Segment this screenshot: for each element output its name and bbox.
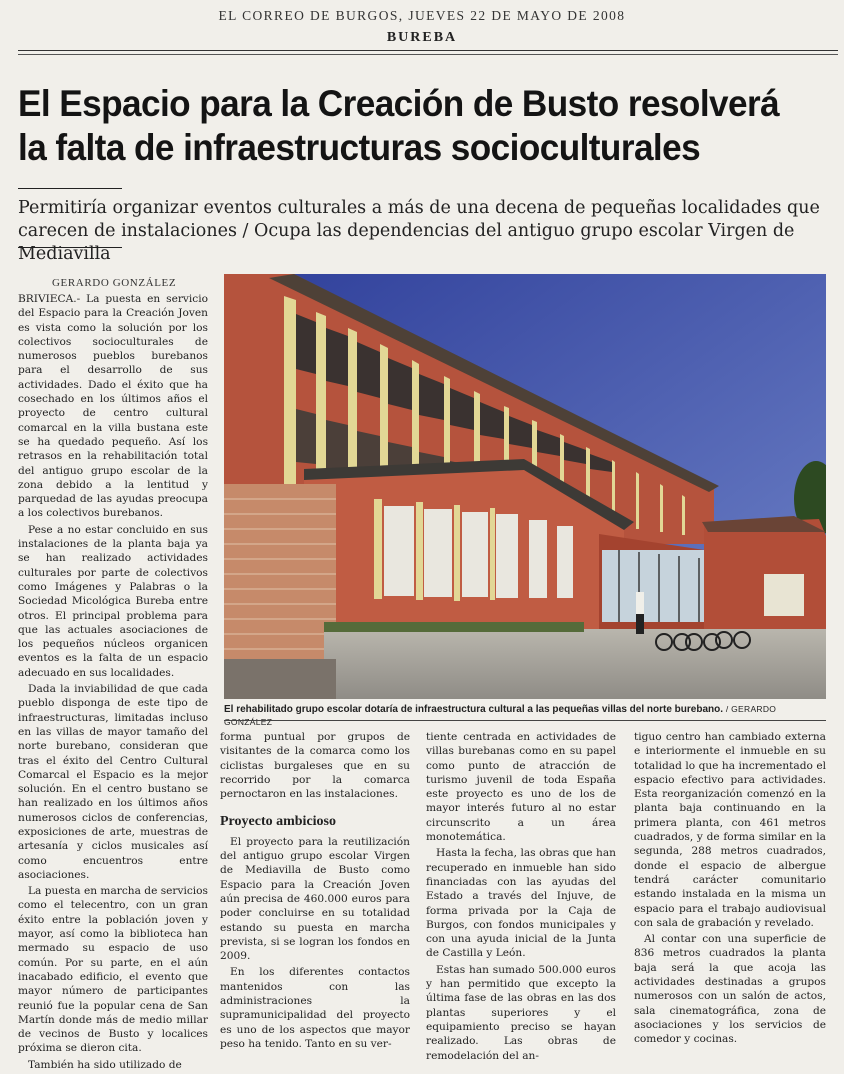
text-column-3 [426, 730, 616, 1065]
paragraph: Estas han sumado 500.000 euros y han permitido que excepto la última fase de las obras en las dos plantas superiores y el equipamiento preciso se hayan realizado. Las obras de remodelación del an- [426, 963, 616, 1062]
caption-rule [224, 720, 826, 721]
photo-credit: / GERARDO GONZÁLEZ [224, 704, 777, 727]
paragraph: tiente centrada en actividades de villas burebanas como en su papel como punto de atracción de turismo juvenil de toda España este proyecto es uno de los de mayor interés futuro al no estar circunscrito a un área monotemática. [426, 731, 616, 844]
paragraph: BRIVIECA.- La puesta en servicio del Espacio para la Creación Joven es vista como la solución por los colectivos socioculturales de numerosos pueblos burebanos para el desarrollo de sus actividades. Dado el éxito que ha cosechado en los últimos años el proyecto de centro cultural comarcal en la villa bustana este se ha quedado pequeño. Así los retrasos en la rehabilitación total del antiguo grupo escolar de la zona debido a la lentitud y parquedad de las ayudas preocupa a los colectivos burebanos. [18, 293, 208, 520]
deck-rule-bottom [18, 247, 122, 248]
header-rule [18, 50, 838, 51]
headline-line-1: El Espacio para la Creación de Busto resolverá [18, 83, 780, 124]
paragraph: Al contar con una superficie de 836 metros cuadrados la planta baja será la que acoja las actividades destinadas a grupos numerosos con un salón de actos, sala cinematográfica, zona de asociaciones y los servicios de comedor y cocinas. [634, 933, 826, 1046]
paragraph: El proyecto para la reutilización del antiguo grupo escolar Virgen de Mediavilla de Busto como Espacio para la Creación Joven aún precisa de 460.000 euros para poder concluirse en su totalidad estando su puesta en marcha prevista, si se logran los fondos en 2009. [220, 835, 410, 963]
headline-line-2: la falta de infraestructuras socioculturales [18, 127, 701, 168]
paragraph: En los diferentes contactos mantenidos con las administraciones la supramunicipalidad del proyecto es uno de los aspectos que mayor peso ha tenido. Tanto en su ver- [220, 966, 410, 1050]
caption-text: El rehabilitado grupo escolar dotaría de infraestructura cultural a las pequeñas villas del norte burebano. [224, 704, 724, 715]
paragraph: Pese a no estar concluido en sus instalaciones de la planta baja ya se han realizado actividades culturales por parte de colectivos como Imágenes y Palabras o la Sociedad Micológica Bureba entre otros. El principal problema para que las actuales asociaciones de los pequeños núcleos organicen eventos es la falta de un espacio adecuado en sus localidades. [18, 523, 208, 679]
paragraph: Dada la inviabilidad de que cada pueblo disponga de este tipo de infraestructuras, limitadas incluso en las villas de mayor tamaño del norte burebano, consideran que tras el éxito del Centro Cultural Comarcal el Espacio es la mejor solución. En el centro bustano se han realizado en los últimos años numerosos ciclos de conferencias, exposiciones de arte, muestras de artesanía y ciclos musicales así como encuentros entre asociaciones. [18, 683, 208, 881]
article-headline [18, 82, 797, 170]
text-column-2 [220, 730, 410, 1053]
paragraph: Hasta la fecha, las obras que han recuperado en inmueble han sido financiadas con las ayudas del Estado a través del Injuve, de forma privada por la Caja de Burgos, con fondos municipales y con una ayuda inicial de la Junta de Castilla y León. [426, 847, 616, 960]
text-column-1 [18, 292, 208, 1074]
photo-caption [224, 703, 826, 729]
article-byline: GERARDO GONZÁLEZ [52, 277, 177, 289]
header-rule-secondary [18, 54, 838, 55]
paragraph: También ha sido utilizado de [28, 1058, 182, 1071]
section-subhead: Proyecto ambicioso [220, 814, 336, 830]
school-building-photo [224, 274, 826, 699]
paragraph: tiguo centro han cambiado externa e interiormente el inmueble en su totalidad lo que ha incrementado el espacio efectivo para actividades. Esta reorganización comenzó en la planta baja continuando en la primera planta, con 461 metros cuadrados, y de forma similar en la segunda, 288 metros cuadrados, donde el espacio de albergue tendrá carácter comunitario estando instalada en la misma un espacio para el trabajo audiovisual con sala de grabación y revelado. [634, 731, 826, 929]
newspaper-masthead: EL CORREO DE BURGOS, JUEVES 22 DE MAYO DE 2008 [218, 8, 626, 23]
deck-rule-top [18, 188, 122, 189]
paragraph: forma puntual por grupos de visitantes de la comarca como los ciclistas burgaleses que en su recorrido por la comarca pernoctaron en las instalaciones. [220, 731, 410, 801]
section-label: BUREBA [386, 30, 458, 45]
article-deck: Permitiría organizar eventos culturales a más de una decena de pequeñas localidades que carecen de instalaciones / Ocupa las dependencias del antiguo grupo escolar Virgen de Mediavilla [18, 198, 820, 264]
paragraph: La puesta en marcha de servicios como el telecentro, con un gran éxito entre la población joven y mayor, así como la biblioteca han mermado su espacio de uso común. Por su parte, en el aún inacabado edificio, el evento que mayor número de participantes reunió fue la popular cena de San Martín donde más de medio millar de vecinos de Busto y localices próxima se dieron cita. [18, 885, 208, 1055]
article-photo [224, 274, 826, 699]
text-column-4 [634, 730, 826, 1049]
